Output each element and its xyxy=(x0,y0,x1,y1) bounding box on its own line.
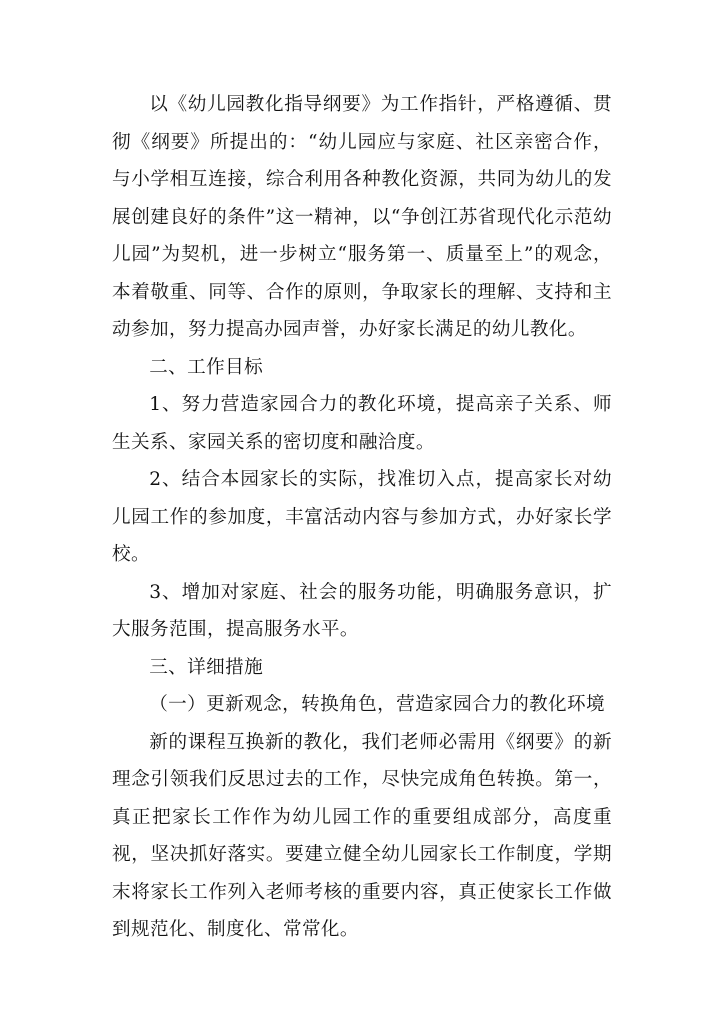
document-body xyxy=(112,86,612,949)
paragraph-intro: 以《幼儿园教化指导纲要》为工作指针，严格遵循、贯彻《纲要》所提出的：“幼儿园应与家庭、社区亲密合作，与小学相互连接，综合利用各种教化资源，共同为幼儿的发展创建良好的条件”这一精神，以“争创江苏省现代化示范幼儿园”为契机，进一步树立“服务第一、质量至上”的观念，本着敬重、同等、合作的原则，争取家长的理解、支持和主动参加，努力提高办园声誉，办好家长满足的幼儿教化。 xyxy=(112,94,612,340)
heading-detailed-measures: 三、详细措施 xyxy=(149,656,264,678)
paragraph-goal-3: 3、增加对家庭、社会的服务功能，明确服务意识，扩大服务范围，提高服务水平。 xyxy=(112,581,612,640)
subheading-measure-1: （一）更新观念，转换角色，营造家园合力的教化环境 xyxy=(149,694,606,715)
paragraph-goal-2: 2、结合本园家长的实际，找准切入点，提高家长对幼儿园工作的参加度，丰富活动内容与参加方式，办好家长学校。 xyxy=(112,469,612,565)
paragraph-goal-1: 1、努力营造家园合力的教化环境，提高亲子关系、师生关系、家园关系的密切度和融洽度。 xyxy=(112,394,612,453)
heading-work-goals: 二、工作目标 xyxy=(149,356,264,378)
paragraph-measure-1: 新的课程互换新的教化，我们老师必需用《纲要》的新理念引领我们反思过去的工作，尽快完成角色转换。第一，真正把家长工作作为幼儿园工作的重要组成部分，高度重视，坚决抓好落实。要建立健全幼儿园家长工作制度，学期末将家长工作列入老师考核的重要内容，真正使家长工作做到规范化、制度化、常常化。 xyxy=(112,731,612,940)
